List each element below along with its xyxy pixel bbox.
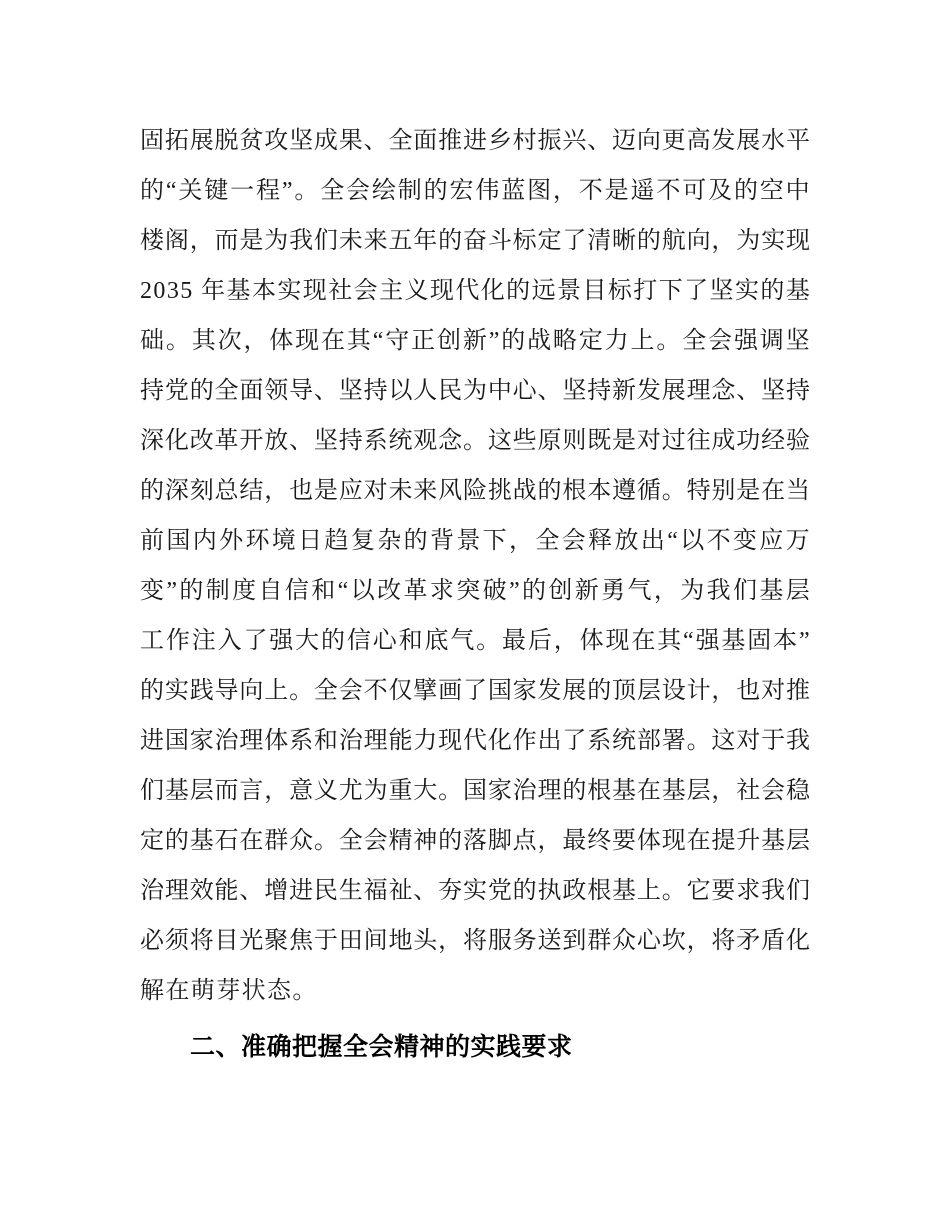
text-line: 前 国 内 外 环 境 日 趋 复 杂 的 背 景 下 ， 全 会 释 放 出 “ 以 不 变 应 万 [140,528,810,554]
text-line: 的 “ 关 键 一 程 ” 。 全 会 绘 制 的 宏 伟 蓝 图 ， 不 是 遥 不 可 及 的 空 中 [140,178,810,204]
text-line: 的 深 刻 总 结 ， 也 是 应 对 未 来 风 险 挑 战 的 根 本 遵 循 。 特 别 是 在 当 [140,478,810,504]
text-line: 础 。 其 次 ， 体 现 在 其 “ 守 正 创 新 ” 的 战 略 定 力 上 。 全 会 强 调 坚 [140,328,810,354]
text-line: 固 拓 展 脱 贫 攻 坚 成 果 、 全 面 推 进 乡 村 振 兴 、 迈 向 更 高 发 展 水 平 [140,128,810,154]
text-line: 工 作 注 入 了 强 大 的 信 心 和 底 气 。 最 后 ， 体 现 在 其 “ 强 基 固 本 ” [140,628,810,654]
text-line: 必 须 将 目 光 聚 焦 于 田 间 地 头 ， 将 服 务 送 到 群 众 心 坎 ， 将 矛 盾 化 [140,928,810,954]
section-heading: 二、准确把握全会精神的实践要求 [190,1033,573,1061]
document-body [140,116,810,1072]
text-line: 们 基 层 而 言 ， 意 义 尤 为 重 大 。 国 家 治 理 的 根 基 在 基 层 ， 社 会 稳 [140,778,810,804]
text-line: 持 党 的 全 面 领 导 、 坚 持 以 人 民 为 中 心 、 坚 持 新 发 展 理 念 、 坚 持 [140,378,810,404]
text-line: 楼 阁 ， 而 是 为 我 们 未 来 五 年 的 奋 斗 标 定 了 清 晰 的 航 向 ， 为 实 现 [140,228,810,254]
text-line: 定 的 基 石 在 群 众 。 全 会 精 神 的 落 脚 点 ， 最 终 要 体 现 在 提 升 基 层 [140,828,810,854]
text-line: 2 0 3 5 年 基 本 实 现 社 会 主 义 现 代 化 的 远 景 目 标 打 下 了 坚 实 的 基 [140,278,810,304]
text-line: 的 实 践 导 向 上 。 全 会 不 仅 擘 画 了 国 家 发 展 的 顶 层 设 计 ， 也 对 推 [140,678,810,704]
text-line: 治 理 效 能 、 增 进 民 生 福 祉 、 夯 实 党 的 执 政 根 基 上 。 它 要 求 我 们 [140,878,810,904]
text-line: 解在萌芽状态。 [140,978,318,1004]
text-line: 变 ” 的 制 度 自 信 和 “ 以 改 革 求 突 破 ” 的 创 新 勇 气 ， 为 我 们 基 层 [140,578,810,604]
text-line: 深 化 改 革 开 放 、 坚 持 系 统 观 念 。 这 些 原 则 既 是 对 过 往 成 功 经 验 [140,428,810,454]
text-line: 进 国 家 治 理 体 系 和 治 理 能 力 现 代 化 作 出 了 系 统 部 署 。 这 对 于 我 [140,728,810,754]
